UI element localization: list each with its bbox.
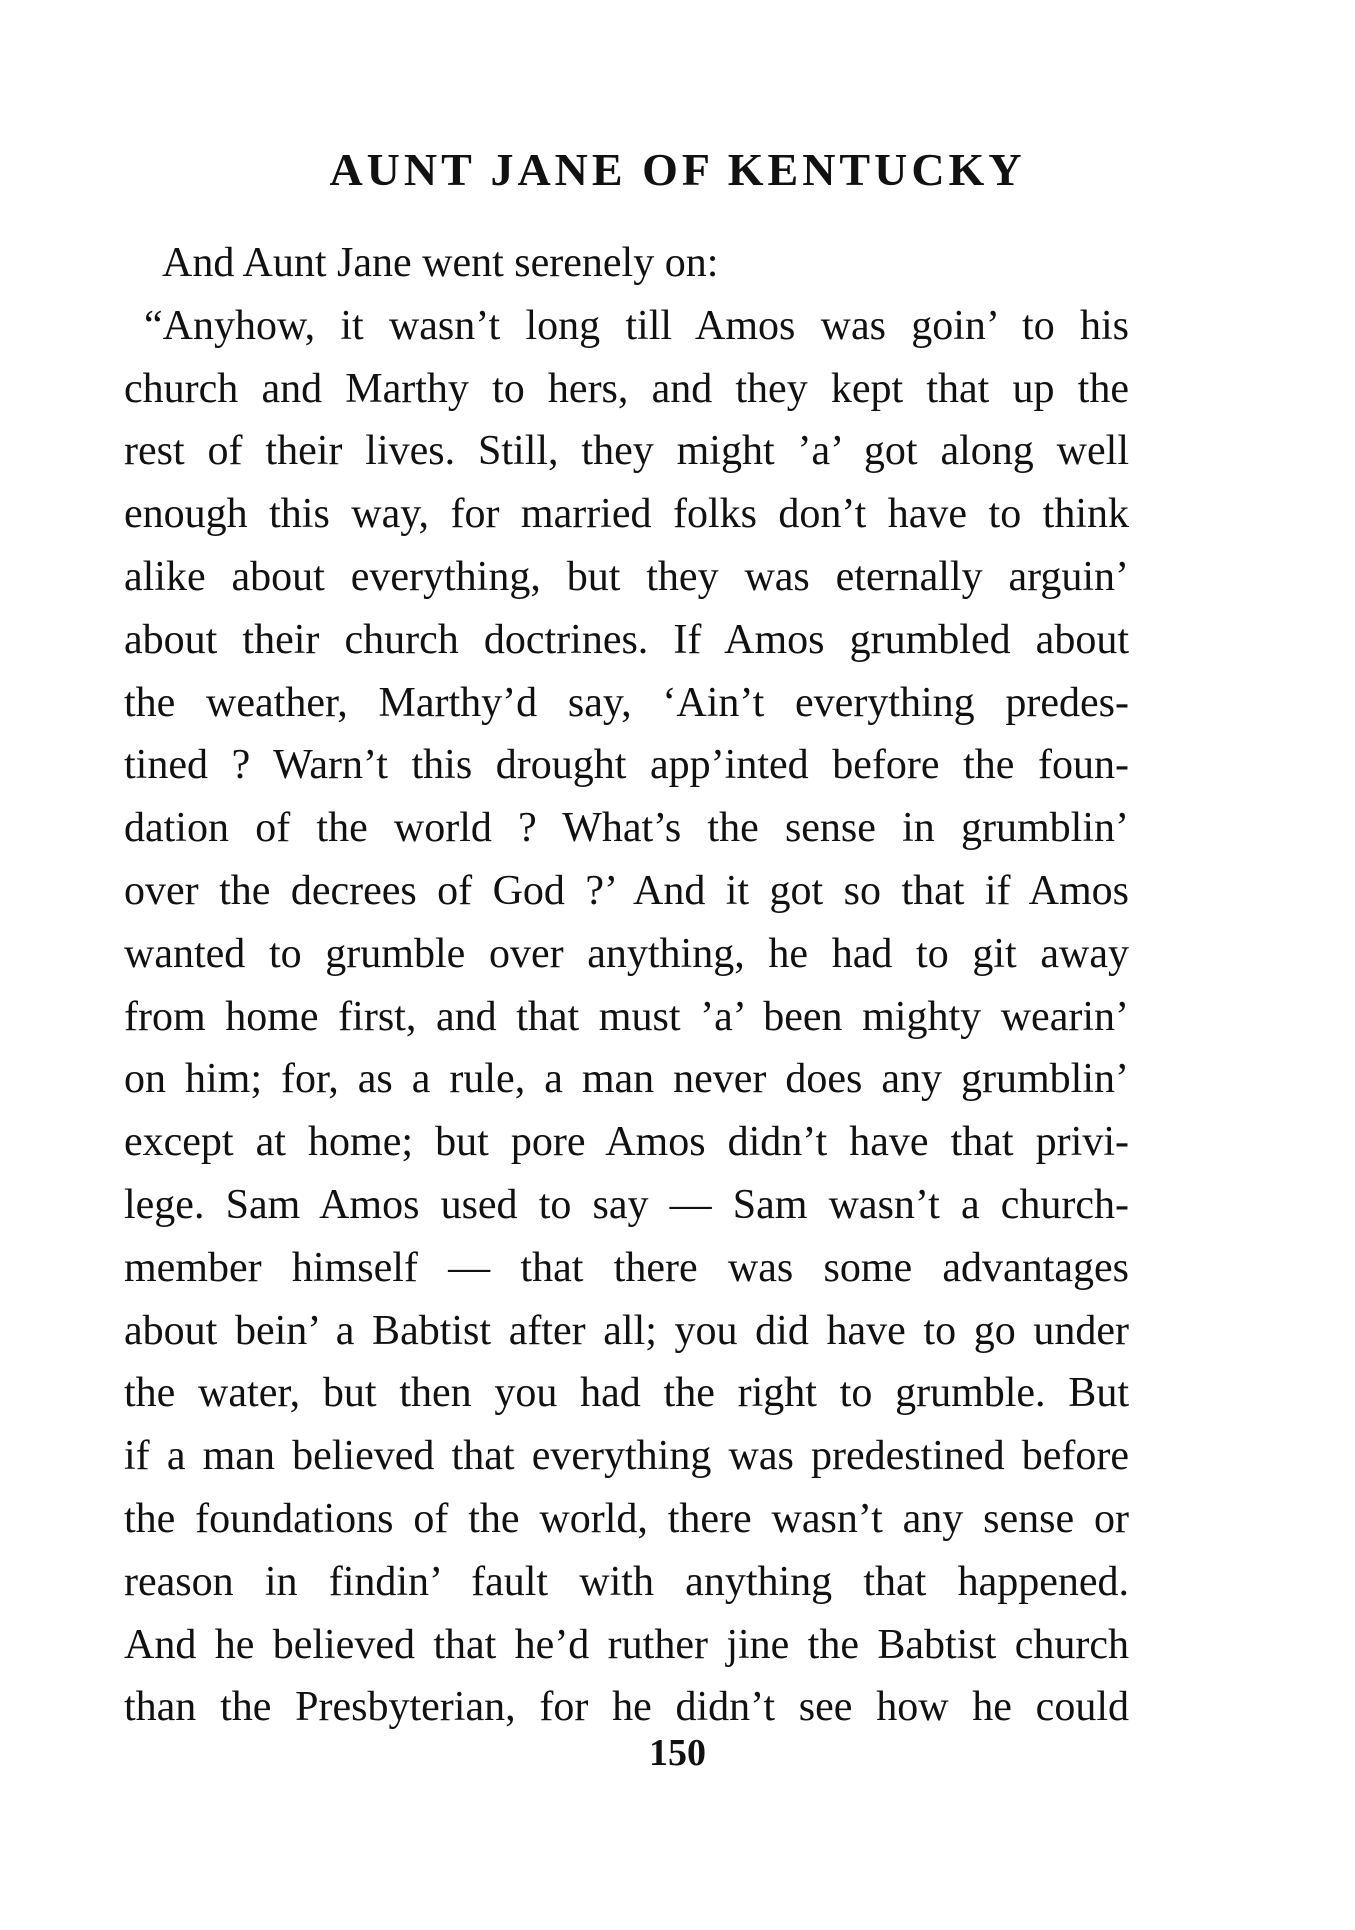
text-line: rest of their lives. Still, they might ’a’ got along well [124,428,1129,475]
text-line: “Anyhow, it wasn’t long till Amos was goin’ to his [144,302,1129,349]
text-line: about bein’ a Babtist after all; you did have to go under [124,1307,1129,1354]
text-line: over the decrees of God ?’ And it got so that if Amos [124,867,1129,914]
text-line: reason in findin’ fault with anything that happened. [124,1558,1129,1605]
text-line: lege. Sam Amos used to say — Sam wasn’t a church- [124,1181,1129,1228]
text-line: except at home; but pore Amos didn’t have that privi- [124,1119,1129,1166]
text-line: And Aunt Jane went serenely on: [162,240,719,286]
text-line: the weather, Marthy’d say, ‘Ain’t everything predes- [124,679,1129,726]
text-line: about their church doctrines. If Amos grumbled about [124,616,1129,663]
text-line: church and Marthy to hers, and they kept that up the [124,365,1129,412]
text-line: than the Presbyterian, for he didn’t see how he could [124,1684,1129,1731]
text-line: if a man believed that everything was predestined before [124,1433,1129,1480]
text-line: on him; for, as a rule, a man never does any grumblin’ [124,1056,1129,1103]
body-text [124,232,1129,1739]
text-line: from home first, and that must ’a’ been mighty wearin’ [124,993,1129,1040]
text-line: member himself — that there was some advantages [124,1244,1129,1291]
text-line: enough this way, for married folks don’t have to think [124,491,1129,538]
page-number: 150 [649,1732,706,1774]
text-line: dation of the world ? What’s the sense in grumblin’ [124,805,1129,852]
text-line: wanted to grumble over anything, he had to git away [124,930,1129,977]
text-line: the water, but then you had the right to grumble. But [124,1370,1129,1417]
text-line: tined ? Warn’t this drought app’inted before the foun- [124,742,1129,789]
text-line: the foundations of the world, there wasn’t any sense or [124,1495,1129,1542]
text-line: alike about everything, but they was eternally arguin’ [124,553,1129,600]
text-line: And he believed that he’d ruther jine the Babtist church [124,1621,1129,1668]
running-head: AUNT JANE OF KENTUCKY [329,144,1026,195]
